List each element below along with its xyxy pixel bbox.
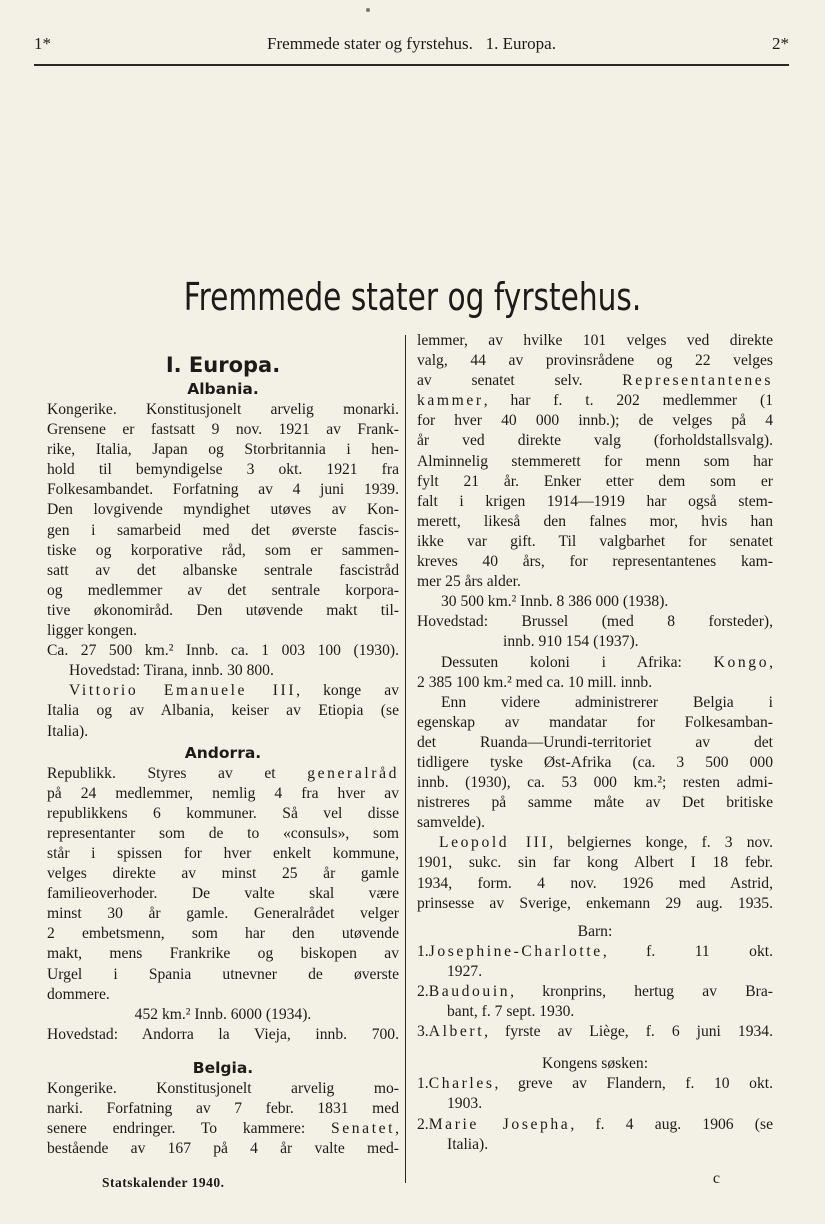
- text-line: [417, 391, 773, 411]
- siblings-heading: Kongens søsken:: [541, 1055, 649, 1073]
- text-fragment: , har f. t. 202 medlemmer (1: [483, 392, 773, 410]
- right-column: [417, 331, 773, 1155]
- belgia-colony: [417, 653, 773, 673]
- text-line: valg, 44 av provinsrådene og 22 velges: [417, 352, 773, 370]
- person-name: Marie Josepha: [428, 1115, 571, 1133]
- text-line: falt i krigen 1914—1919 har også stem-: [417, 492, 773, 510]
- text-line: år ved direkte valg (forholdstallsvalg).: [417, 432, 773, 450]
- text-line: merett, likeså den falnes mor, hvis han: [417, 512, 773, 530]
- text-line: velges direkte av minst 25 år gamle: [47, 865, 399, 883]
- list-item: [417, 1115, 773, 1135]
- text-line: satt av det albanske sentrale fascistråd: [47, 561, 399, 579]
- page-title: Fremmede stater og fyrstehus.: [183, 275, 642, 319]
- heading-belgia: Belgia.: [192, 1058, 254, 1077]
- column-divider: [405, 335, 406, 1183]
- text-line: nistreres på samme måte av Det britiske: [417, 794, 773, 812]
- text-line: minst 30 år gamle. Generalrådet velger: [47, 905, 399, 923]
- text-line: [47, 764, 399, 784]
- text-fragment: , kronprins, hertug av Bra-: [510, 983, 773, 1000]
- text-line: Kongerike. Konstitusjonelt arvelig monarki.: [47, 401, 399, 418]
- text-fragment: Dessuten koloni i Afrika:: [441, 653, 714, 671]
- text-line: representanter som de to «consuls», som: [47, 824, 399, 842]
- list-item-cont: 1927.: [447, 962, 483, 980]
- text-fragment: , greve av Flandern, f. 10 okt.: [494, 1075, 773, 1093]
- print-speck: [366, 8, 370, 12]
- text-line: tiske og korporative råd, som er sammen-: [47, 541, 399, 559]
- text-fragment: , belgiernes konge, f. 3 nov.: [549, 834, 773, 852]
- person-name: Albert: [428, 1023, 485, 1041]
- section-heading-europa: I. Europa.: [165, 353, 281, 377]
- text-line: 1934, form. 4 nov. 1926 med Astrid,: [417, 874, 773, 892]
- text-line: [47, 1119, 399, 1139]
- emphasis-term: Senatet: [330, 1120, 396, 1138]
- text-fragment: ,: [769, 653, 773, 671]
- running-title: Fremmede stater og fyrstehus. 1. Europa.: [267, 34, 556, 53]
- text-line: makt, mens Frankrike og biskopen av: [47, 945, 399, 963]
- left-column: [47, 350, 399, 1159]
- text-line: prinsesse av Sverige, enkemann 29 aug. 1935.: [417, 894, 773, 912]
- footer-sheet-mark: c: [712, 1170, 720, 1187]
- page-number-left: 1*: [34, 34, 51, 53]
- text-line: dommere.: [47, 985, 110, 1003]
- text-line: fylt 21 år. Enker etter dem som er: [417, 472, 773, 490]
- text-fragment: , f. 11 okt.: [602, 942, 773, 960]
- text-line: tidligere tyske Øst-Afrika (ca. 3 500 000: [417, 753, 773, 771]
- text-line: bestående av 167 på 4 år valte med-: [47, 1140, 399, 1158]
- belgia-text: [47, 1079, 399, 1159]
- belgia-capital-cont: innb. 910 154 (1937).: [503, 633, 639, 651]
- text-line: [417, 371, 773, 391]
- text-line: 1901, sukc. sin far kong Albert I 18 febr.: [417, 854, 773, 872]
- list-item: [417, 1022, 773, 1042]
- text-line: står i spissen for hver enkelt kommune,: [47, 844, 399, 862]
- text-line: familieoverhoder. De valte skal være: [47, 885, 399, 903]
- children-list: [417, 942, 773, 1042]
- text-line: innb. (1930), ca. 53 000 km.²; resten admi-: [417, 774, 773, 792]
- footer-signature: Statskalender 1940.: [102, 1175, 225, 1190]
- text-line: kreves 40 års, for representantenes kam-: [417, 553, 773, 571]
- page-number-right: 2*: [772, 34, 789, 53]
- list-number: 2.: [417, 1115, 429, 1133]
- text-fragment: senere endringer. To kammere:: [47, 1120, 331, 1138]
- albania-area: Ca. 27 500 km.² Innb. ca. 1 003 100 (1930).: [47, 642, 399, 660]
- text-fragment: , fyrste av Liège, f. 6 juni 1934.: [484, 1023, 773, 1041]
- list-item-cont: bant, f. 7 sept. 1930.: [447, 1003, 575, 1021]
- text-fragment: , f. 4 aug. 1906 (se: [570, 1115, 773, 1133]
- text-line: Kongerike. Konstitusjonelt arvelig mo-: [47, 1079, 399, 1097]
- text-line: og medlemmer av det sentrale korpora-: [47, 581, 399, 599]
- text-line: 2 embetsmenn, som har den utøvende: [47, 925, 399, 943]
- heading-albania: Albania.: [187, 380, 259, 398]
- emphasis-term: generalråd: [307, 764, 399, 782]
- andorra-area: 452 km.² Innb. 6000 (1934).: [134, 1005, 312, 1023]
- text-fragment: ,: [395, 1120, 399, 1138]
- ruler-name: Vittorio Emanuele III: [69, 682, 297, 700]
- text-line: republikkens 6 kommuner. Så vel disse: [47, 804, 399, 822]
- text-line: egenskap av mandatar for Folkesamban-: [417, 713, 773, 731]
- list-number: 3.: [417, 1023, 429, 1041]
- list-number: 2.: [417, 983, 429, 1000]
- text-line: Enn videre administrerer Belgia i: [441, 693, 773, 711]
- king-name: Leopold III: [439, 834, 550, 852]
- list-item: [417, 982, 773, 1002]
- person-name: Baudouin: [428, 983, 511, 1000]
- heading-andorra: Andorra.: [184, 743, 262, 762]
- list-number: 1.: [417, 942, 429, 960]
- text-fragment: av senatet selv.: [417, 372, 623, 390]
- text-line: Urgel i Spania utnevner de øverste: [47, 965, 399, 983]
- children-heading: Barn:: [577, 922, 613, 940]
- text-line: ligger kongen.: [47, 622, 138, 640]
- albania-capital: Hovedstad: Tirana, innb. 30 800.: [69, 662, 274, 680]
- text-line: 2 385 100 km.² med ca. 10 mill. innb.: [417, 673, 653, 691]
- list-item-cont: Italia).: [447, 1135, 489, 1153]
- emphasis-term: Representantenes: [622, 372, 773, 390]
- person-name: Charles: [428, 1075, 495, 1093]
- text-line: Den lovgivende myndighet utøves av Kon-: [47, 501, 399, 519]
- list-item-cont: 1903.: [447, 1095, 483, 1113]
- running-header: [34, 34, 789, 56]
- header-rule: [34, 64, 789, 66]
- text-line: det Ruanda—Urundi-territoriet av det: [417, 733, 773, 751]
- text-line: lemmer, av hvilke 101 velges ved direkte: [417, 332, 773, 349]
- text-line: Alminnelig stemmerett for menn som har: [417, 452, 773, 470]
- text-line: Italia og av Albania, keiser av Etiopia (se: [47, 702, 399, 720]
- belgia-area: 30 500 km.² Innb. 8 386 000 (1938).: [441, 593, 669, 611]
- belgia-capital: Hovedstad: Brussel (med 8 forsteder),: [417, 613, 773, 631]
- emphasis-term: kammer: [417, 392, 484, 410]
- list-item: [417, 1074, 773, 1094]
- text-line: Grensene er fastsatt 9 nov. 1921 av Frank-: [47, 421, 399, 439]
- albania-ruler: [47, 681, 399, 701]
- text-line: for hver 40 000 innb.); de velges på 4: [417, 412, 773, 430]
- text-line: mer 25 års alder.: [417, 573, 521, 591]
- king-entry: [417, 833, 773, 853]
- emphasis-term: Kongo: [713, 653, 770, 671]
- text-line: hold til bemyndigelse 3 okt. 1921 fra: [47, 461, 399, 479]
- text-line: tive økonomiråd. Den utøvende makt til-: [47, 601, 399, 619]
- siblings-list: [417, 1074, 773, 1154]
- list-number: 1.: [417, 1075, 429, 1093]
- albania-text: [47, 400, 399, 742]
- ruler-rest: , konge av: [296, 682, 399, 700]
- text-line: gen i samarbeid med det øverste fascis-: [47, 521, 399, 539]
- text-line: ikke var gift. Til valgbarhet for senatet: [417, 532, 773, 550]
- text-line: rike, Italia, Japan og Storbritannia i hen-: [47, 441, 399, 459]
- text-line: Italia).: [47, 722, 89, 740]
- andorra-text: [47, 764, 399, 1045]
- andorra-capital: Hovedstad: Andorra la Vieja, innb. 700.: [47, 1025, 399, 1043]
- text-line: narki. Forfatning av 7 febr. 1831 med: [47, 1100, 399, 1117]
- text-line: på 24 medlemmer, nemlig 4 fra hver av: [47, 784, 399, 802]
- text-line: Folkesambandet. Forfatning av 4 juni 1939.: [47, 481, 399, 499]
- text-line: samvelde).: [417, 814, 485, 832]
- list-item: [417, 942, 773, 962]
- text-fragment: Republikk. Styres av et: [47, 764, 308, 782]
- person-name: Josephine-Charlotte: [428, 942, 603, 960]
